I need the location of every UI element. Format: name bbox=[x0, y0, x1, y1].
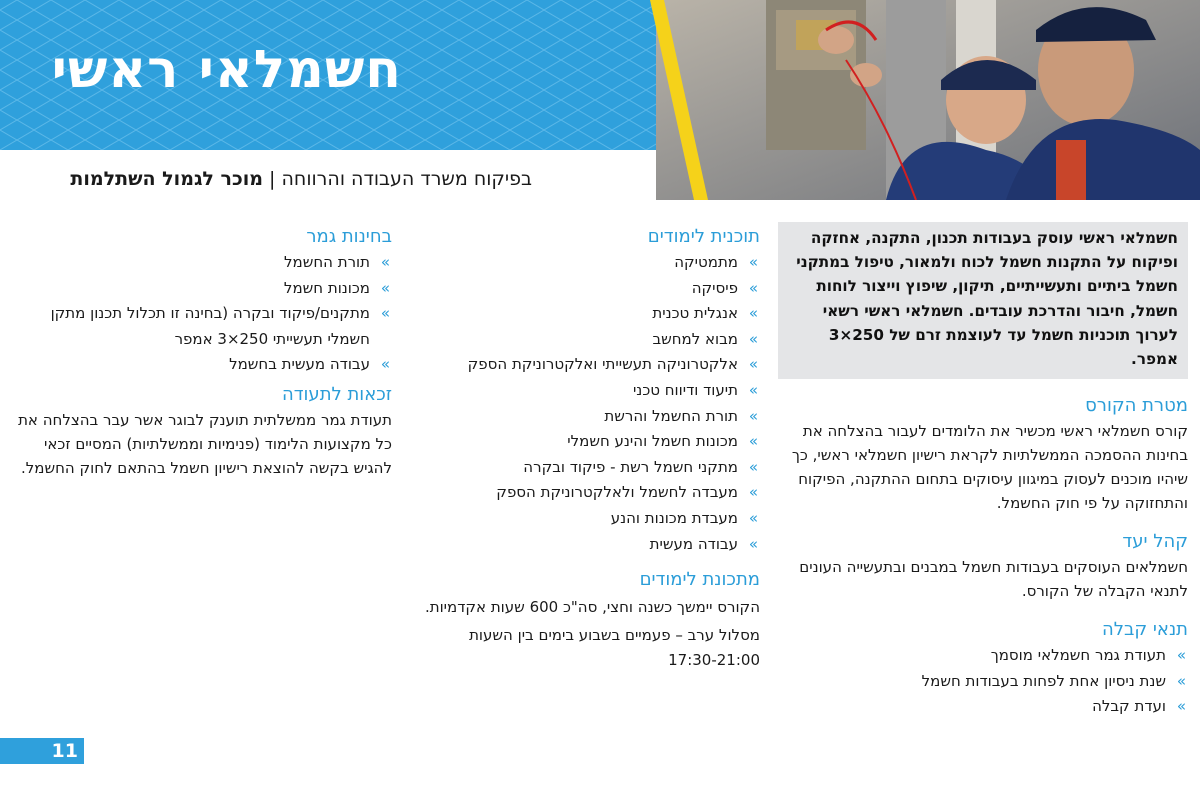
final-exam-item: תורת החשמל bbox=[284, 253, 370, 271]
admission-item: תעודת גמר חשמלאי מוסמך bbox=[990, 646, 1166, 665]
chevron-bullet-icon: » bbox=[748, 304, 758, 323]
chevron-bullet-icon: » bbox=[748, 457, 758, 476]
chevron-bullet-icon: » bbox=[748, 483, 758, 502]
right-column bbox=[778, 222, 1188, 720]
chevron-bullet-icon: » bbox=[1176, 646, 1186, 665]
subtitle bbox=[70, 168, 532, 190]
admission-item: ועדת קבלה bbox=[1092, 697, 1166, 716]
list-item bbox=[12, 276, 392, 302]
list-item bbox=[410, 429, 760, 455]
curriculum-item: אנגלית טכנית bbox=[652, 304, 738, 323]
yellow-stripe bbox=[650, 0, 710, 200]
middle-column bbox=[410, 224, 760, 671]
format-duration: הקורס יימשך כשנה וחצי, סה"כ 600 שעות אקדמיות. bbox=[424, 598, 760, 617]
chevron-bullet-icon: » bbox=[380, 304, 390, 323]
list-item bbox=[12, 301, 392, 352]
curriculum-list bbox=[410, 250, 760, 557]
curriculum-item: מתמטיקה bbox=[674, 253, 738, 271]
list-item bbox=[410, 250, 760, 276]
audience-text: חשמלאים העוסקים בעבודות חשמל במבנים ובתעשייה העונים לתנאי הקבלה של הקורס. bbox=[799, 558, 1188, 601]
page-number: 11 bbox=[0, 738, 84, 764]
list-item bbox=[410, 506, 760, 532]
list-item bbox=[410, 404, 760, 430]
list-item bbox=[410, 352, 760, 378]
audience-heading: קהל יעד bbox=[1122, 531, 1188, 553]
curriculum-item: מעבדה לחשמל ולאלקטרוניקת הספק bbox=[496, 483, 738, 502]
admission-list bbox=[778, 643, 1188, 720]
admission-heading: תנאי קבלה bbox=[1102, 619, 1188, 641]
chevron-bullet-icon: » bbox=[748, 380, 758, 399]
list-item bbox=[410, 480, 760, 506]
list-item bbox=[778, 643, 1188, 669]
list-item bbox=[410, 301, 760, 327]
admission-item: שנת ניסיון אחת לפחות בעבודות חשמל bbox=[921, 671, 1166, 690]
chevron-bullet-icon: » bbox=[1176, 671, 1186, 690]
list-item bbox=[12, 250, 392, 276]
chevron-bullet-icon: » bbox=[380, 355, 390, 374]
course-goal-heading: מטרת הקורס bbox=[1085, 395, 1188, 417]
final-exams-heading: בחינות גמר bbox=[306, 226, 392, 247]
chevron-bullet-icon: » bbox=[748, 508, 758, 527]
chevron-bullet-icon: » bbox=[380, 278, 390, 297]
list-item bbox=[778, 694, 1188, 720]
subtitle-recognition: מוכר לגמול השתלמות bbox=[70, 168, 264, 190]
certificate-text: תעודת גמר ממשלתית תוענק לבוגר אשר עבר בהצלחה את כל מקצועות הלימוד (פנימיות וממשלתיות) המסיים זכאי להגיש בקשה להוצאת רישיון חשמל בהתאם לחוק החשמל. bbox=[18, 410, 392, 477]
curriculum-item: מכונות חשמל והינע חשמלי bbox=[567, 432, 738, 451]
curriculum-item: מבוא למחשב bbox=[652, 329, 738, 348]
chevron-bullet-icon: » bbox=[748, 329, 758, 348]
chevron-bullet-icon: » bbox=[748, 534, 758, 553]
curriculum-item: פיסיקה bbox=[691, 278, 738, 297]
chevron-bullet-icon: » bbox=[748, 355, 758, 374]
list-item bbox=[410, 378, 760, 404]
curriculum-item: מתקני חשמל רשת - פיקוד ובקרה bbox=[523, 457, 738, 476]
curriculum-item: אלקטרוניקה תעשייתי ואלקטרוניקת הספק bbox=[467, 355, 738, 374]
list-item bbox=[778, 669, 1188, 695]
curriculum-item: תיעוד ודיווח טכני bbox=[632, 380, 738, 399]
course-goal-text: קורס חשמלאי ראשי מכשיר את הלומדים לעבור בהצלחה את בחינות ההסמכה הממשלתיות לקראת רישיון חשמלאי ראשי, כך שיהיו מוכנים לעסוק במיגוון עיסוקים בתחום ההתקנה, הפיקוח והתחזוקה על פי חוק החשמל. bbox=[791, 422, 1188, 513]
curriculum-heading: תוכנית לימודים bbox=[647, 226, 760, 247]
chevron-bullet-icon: » bbox=[748, 406, 758, 425]
curriculum-item: תורת החשמל והרשת bbox=[604, 406, 738, 425]
curriculum-item: עבודה מעשית bbox=[649, 534, 738, 553]
header-banner bbox=[0, 0, 760, 150]
left-column bbox=[12, 224, 392, 480]
curriculum-item: מעבדת מכונות והנע bbox=[610, 508, 738, 527]
format-heading: מתכונת לימודים bbox=[639, 569, 760, 591]
electricians-photo bbox=[656, 0, 1200, 200]
list-item bbox=[410, 455, 760, 481]
page-title: חשמלאי ראשי bbox=[51, 40, 402, 100]
chevron-bullet-icon: » bbox=[748, 253, 758, 271]
chevron-bullet-icon: » bbox=[748, 432, 758, 451]
chevron-bullet-icon: » bbox=[1176, 697, 1186, 716]
final-exams-list bbox=[12, 250, 392, 378]
certificate-heading: זכאות לתעודה bbox=[281, 383, 392, 405]
list-item bbox=[410, 276, 760, 302]
format-schedule: מסלול ערב – פעמיים בשבוע בימים בין השעות bbox=[469, 626, 760, 645]
final-exam-item: עבודה מעשית בחשמל bbox=[229, 355, 370, 374]
format-hours: 17:30-21:00 bbox=[668, 651, 760, 670]
subtitle-supervision: בפיקוח משרד העבודה והרווחה | bbox=[263, 168, 532, 190]
final-exam-item: מתקנים/פיקוד ובקרה (בחינה זו תכלול תכנון מתקן חשמלי תעשייתי 250×3 אמפר bbox=[50, 304, 370, 348]
chevron-bullet-icon: » bbox=[748, 278, 758, 297]
list-item bbox=[12, 352, 392, 378]
list-item bbox=[410, 532, 760, 558]
intro-box: חשמלאי ראשי עוסק בעבודות תכנון, התקנה, אחזקה ופיקוח על התקנות חשמל לכוח ולמאור, טיפול במתקני חשמל ביתיים ותעשייתיים, תיקון, שיפוץ וייצור לוחות חשמל, חיבור והדרכת עובדים. חשמלאי ראשי רשאי לערוך תוכניות חשמל עד לעוצמת זרם של 250×3 אמפר. bbox=[778, 222, 1188, 379]
chevron-bullet-icon: » bbox=[380, 253, 390, 271]
final-exam-item: מכונות חשמל bbox=[283, 278, 370, 297]
list-item bbox=[410, 327, 760, 353]
